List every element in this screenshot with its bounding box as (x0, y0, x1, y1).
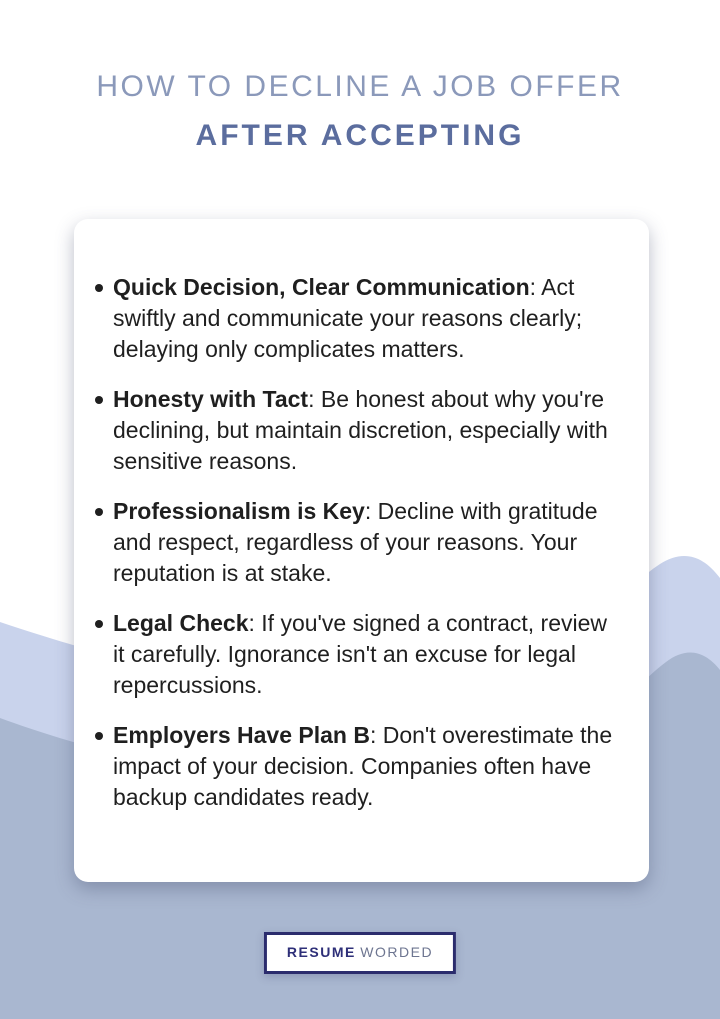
bullet-separator: : (308, 386, 321, 412)
bullet-text: If you've signed a contract, review it carefully. Ignorance isn't an excuse for legal repercussions. (113, 610, 608, 698)
list-item (113, 496, 619, 589)
list-item (113, 608, 619, 701)
brand-name-light: WORDED (360, 944, 434, 960)
content-card (74, 219, 649, 882)
bullet-heading: Professionalism is Key (113, 498, 365, 524)
bullet-heading: Employers Have Plan B (113, 722, 370, 748)
bullet-dot-icon (95, 508, 103, 516)
bullet-heading: Quick Decision, Clear Communication (113, 274, 530, 300)
list-item (113, 272, 619, 365)
brand-name-bold: RESUME (286, 944, 356, 960)
list-item (113, 384, 619, 477)
title-line-2: AFTER ACCEPTING (195, 119, 525, 152)
brand-badge (264, 932, 456, 974)
bullet-heading: Honesty with Tact (113, 386, 309, 412)
bullet-dot-icon (95, 284, 103, 292)
bullet-separator: : (529, 274, 542, 300)
bullet-separator: : (369, 722, 383, 748)
bullet-text: Act swiftly and communicate your reasons clearly; delaying only complicates matters. (113, 274, 583, 362)
bullet-heading: Legal Check (113, 610, 249, 636)
bullet-dot-icon (95, 396, 103, 404)
bullet-dot-icon (95, 732, 103, 740)
tips-list (113, 272, 619, 813)
bullet-text: Be honest about why you're declining, but maintain discretion, especially with sensitive reasons. (113, 386, 608, 474)
bullet-dot-icon (95, 620, 103, 628)
bullet-separator: : (364, 498, 378, 524)
infographic-title (0, 70, 720, 153)
bullet-text: Don't overestimate the impact of your decision. Companies often have backup candidates ready. (113, 722, 613, 810)
bullet-text: Decline with gratitude and respect, regardless of your reasons. Your reputation is at stake. (113, 498, 598, 586)
title-line-1: HOW TO DECLINE A JOB OFFER (96, 70, 624, 103)
list-item (113, 720, 619, 813)
bullet-separator: : (248, 610, 262, 636)
